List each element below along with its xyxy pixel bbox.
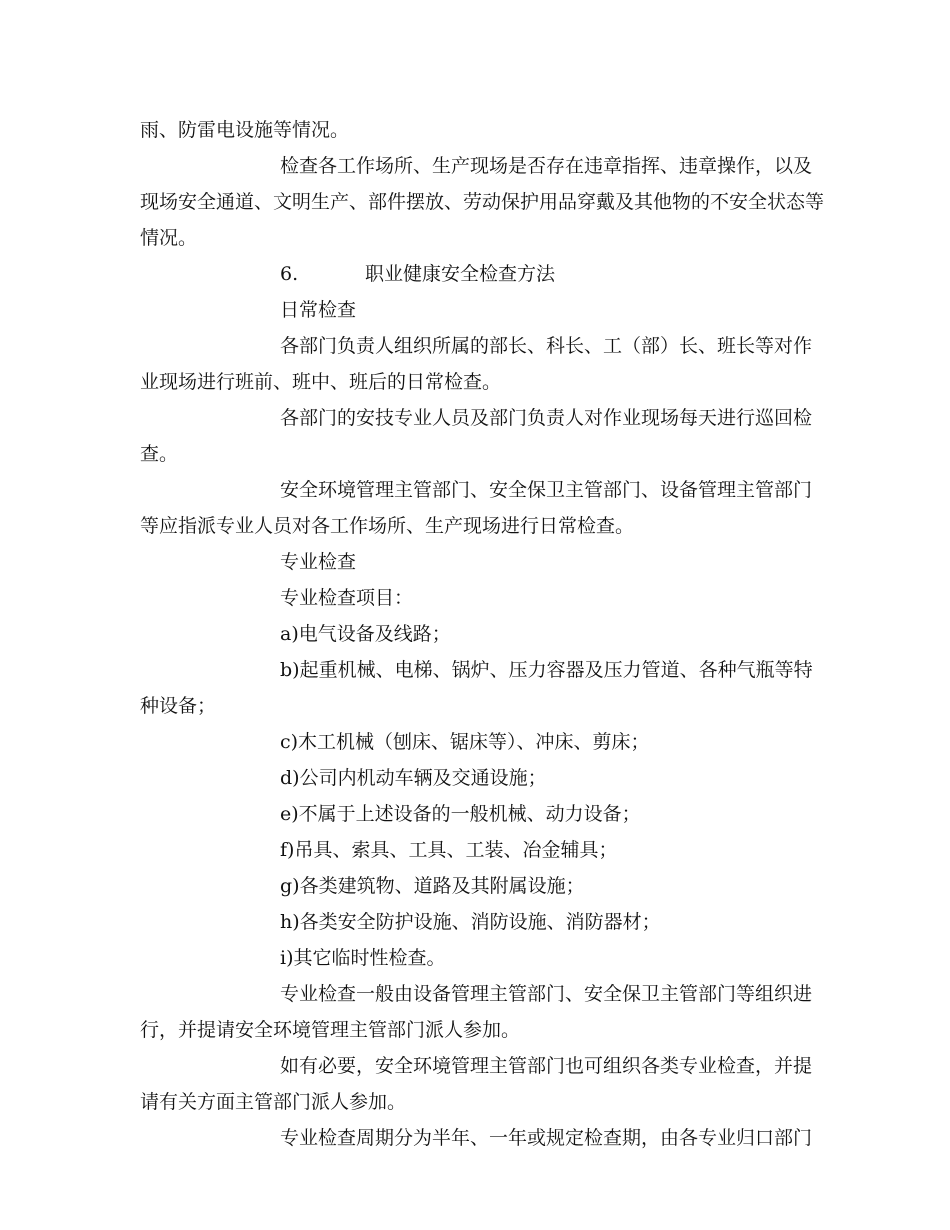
paragraph-line: 专业检查周期分为半年、一年或规定检查期，由各专业归口部门 [280, 1127, 813, 1149]
paragraph-line: 安全环境管理主管部门、安全保卫主管部门、设备管理主管部门 [280, 479, 813, 501]
paragraph-line: 等应指派专业人员对各工作场所、生产现场进行日常检查。 [140, 515, 635, 537]
list-item: i)其它临时性检查。 [280, 947, 446, 969]
list-item: d)公司内机动车辆及交通设施； [280, 767, 547, 789]
paragraph-line: 如有必要，安全环境管理主管部门也可组织各类专业检查，并提 [280, 1055, 813, 1077]
list-item: b)起重机械、电梯、锅炉、压力容器及压力管道、各种气瓶等特 [280, 659, 813, 681]
paragraph-line: 行，并提请安全环境管理主管部门派人参加。 [140, 1019, 521, 1041]
subsection-heading: 专业检查 [280, 551, 357, 573]
list-item-continuation: 种设备； [140, 695, 217, 717]
list-item: h)各类安全防护设施、消防设施、消防器材； [280, 911, 661, 933]
list-item: g)各类建筑物、道路及其附属设施； [280, 875, 585, 897]
list-item: f)吊具、索具、工具、工装、冶金辅具； [280, 839, 618, 861]
list-intro: 专业检查项目： [280, 587, 414, 609]
paragraph-line: 专业检查一般由设备管理主管部门、安全保卫主管部门等组织进 [280, 983, 813, 1005]
list-item: a)电气设备及线路； [280, 623, 451, 645]
list-item: c)木工机械（刨床、锯床等）、冲床、剪床； [280, 731, 650, 753]
paragraph-line: 检查各工作场所、生产现场是否存在违章指挥、违章操作，以及 [280, 155, 813, 177]
paragraph-line: 业现场进行班前、班中、班后的日常检查。 [140, 371, 502, 393]
paragraph-line: 查。 [140, 443, 179, 465]
paragraph-line: 各部门的安技专业人员及部门负责人对作业现场每天进行巡回检 [280, 407, 813, 429]
list-item: e)不属于上述设备的一般机械、动力设备； [280, 803, 641, 825]
section-heading: 职业健康安全检查方法 [365, 263, 556, 285]
section-number: 6. [280, 263, 299, 285]
subsection-heading: 日常检查 [280, 299, 357, 321]
paragraph-line: 请有关方面主管部门派人参加。 [140, 1091, 407, 1113]
paragraph-line: 情况。 [140, 227, 198, 249]
paragraph-line: 雨、防雷电设施等情况。 [140, 119, 350, 141]
paragraph-line: 现场安全通道、文明生产、部件摆放、劳动保护用品穿戴及其他物的不安全状态等 [140, 191, 825, 213]
paragraph-line: 各部门负责人组织所属的部长、科长、工（部）长、班长等对作 [280, 335, 813, 357]
